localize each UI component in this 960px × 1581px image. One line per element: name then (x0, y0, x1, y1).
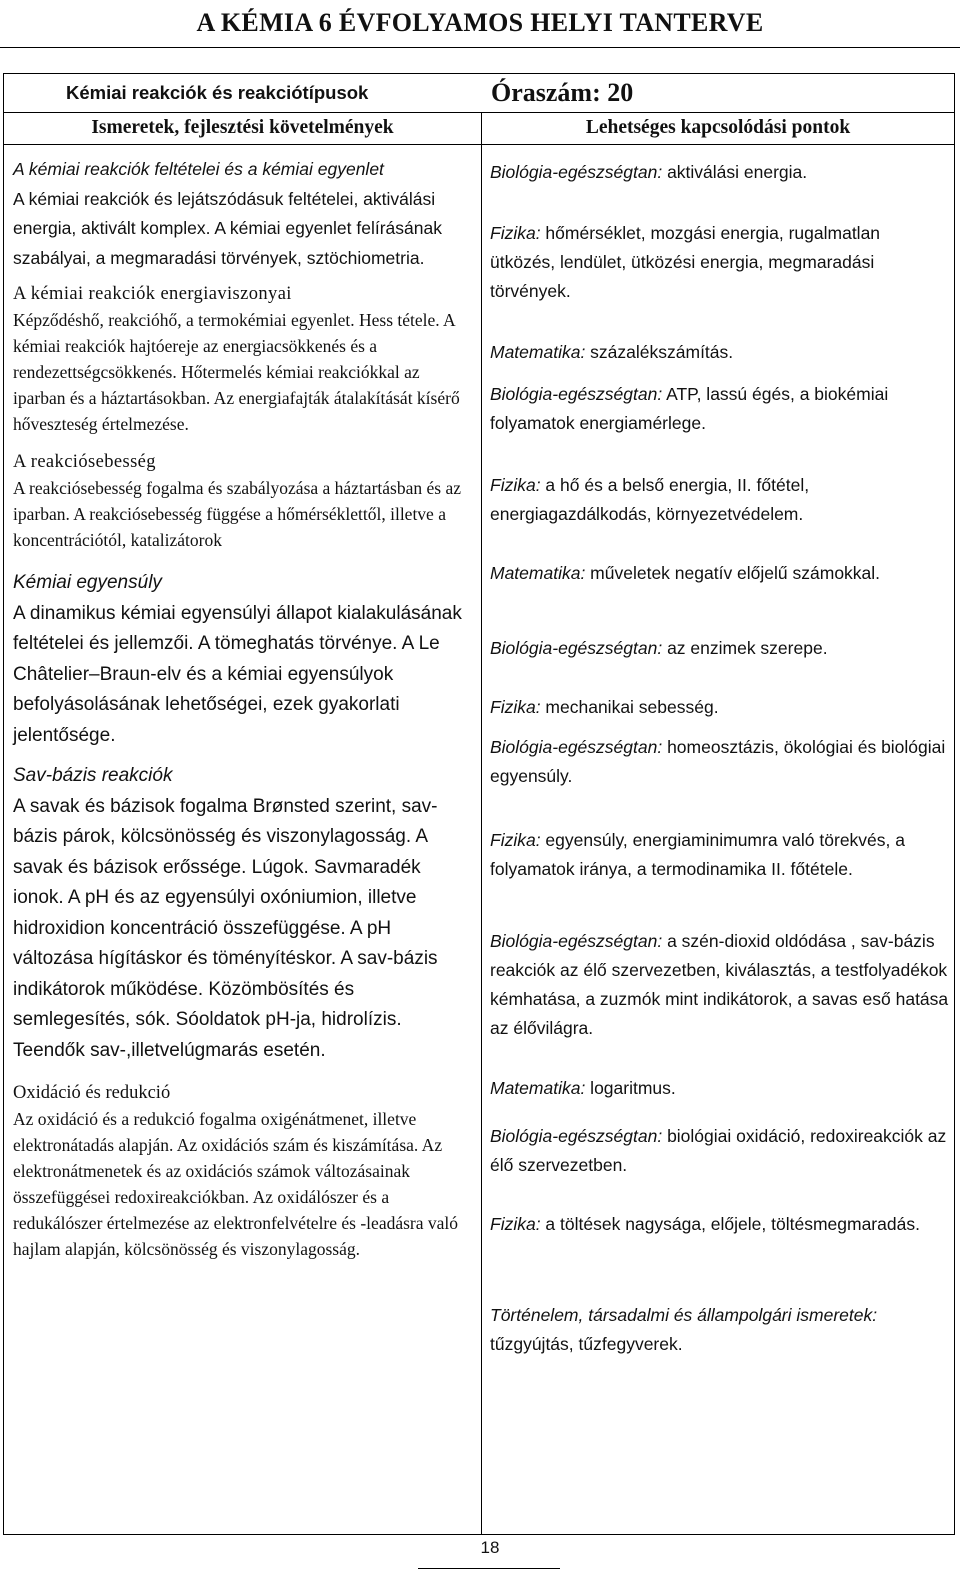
section-acid-base (13, 761, 475, 1066)
subject-label: Fizika: (490, 1214, 541, 1234)
section-text: A reakciósebesség fogalma és szabályozása a háztartásban és az iparban. A reakciósebesség függése a hőmérséklettől, illetve a koncentrációtól, katalizátorok (13, 478, 461, 550)
section-title: Kémiai egyensúly (13, 572, 162, 593)
connection-text: ATP, lassú égés, a biokémiai folyamatok energiamérlege. (490, 384, 889, 433)
connection-item (490, 826, 950, 884)
connection-item (490, 1074, 950, 1103)
subject-label: Történelem, társadalmi és állampolgári ismeretek: (490, 1305, 878, 1325)
column-divider (481, 112, 482, 1534)
connection-item (490, 338, 950, 367)
connection-item (490, 219, 950, 306)
subject-label: Matematika: (490, 1078, 586, 1098)
connection-text: logaritmus. (585, 1078, 676, 1098)
connection-item (490, 1210, 950, 1239)
curriculum-table (3, 73, 955, 1535)
connection-text: hőmérséklet, mozgási energia, rugalmatlan ütközés, lendület, ütközési energia, megmaradási törvények. (490, 223, 881, 301)
subject-label: Biológia-egészségtan: (490, 737, 663, 757)
connection-text: százalékszámítás. (585, 342, 734, 362)
section-energetics (13, 280, 475, 437)
connection-item (490, 693, 950, 722)
connection-item (490, 634, 950, 663)
section-reaction-conditions (13, 155, 475, 273)
connection-item (490, 559, 950, 588)
subject-label: Biológia-egészségtan: (490, 162, 663, 182)
section-redox (13, 1079, 475, 1262)
connection-text: egyensúly, energiaminimumra való törekvés, a folyamatok iránya, a termodinamika II. főtétele. (490, 830, 905, 879)
subject-label: Biológia-egészségtan: (490, 638, 663, 658)
section-text: Képződéshő, reakcióhő, a termokémiai egyenlet. Hess tétele. A kémiai reakciók hajtóereje az energiacsökkenés és a rendezettségcsökkenés. Hőtermelés kémiai reakciókkal az iparban és a háztartásokban. Az energiafajták átalakítását kísérő hőveszteség értelmezése. (13, 310, 460, 434)
section-text: Az oxidáció és a redukció fogalma oxigénátmenet, illetve elektronátadás alapján. Az oxidációs szám és kiszámítása. Az elektronátmenetek és az oxidációs számok változásainak összefüggései redoxireakciókban. Az oxidálószer és a redukálószer értelmezése az elektronfelvételre és -leadásra való hajlam alapján, kölcsönösség és viszonylagosság. (13, 1109, 459, 1259)
page-number: 18 (480, 1538, 500, 1557)
subject-label: Biológia-egészségtan: (490, 1126, 663, 1146)
section-title: A kémiai reakciók feltételei és a kémiai egyenlet (13, 159, 384, 179)
column-header-requirements: Ismeretek, fejlesztési követelmények (91, 117, 394, 138)
subject-label: Fizika: (490, 697, 541, 717)
section-title: Oxidáció és redukció (13, 1083, 171, 1103)
document-title: A KÉMIA 6 ÉVFOLYAMOS HELYI TANTERVE (0, 0, 960, 48)
connection-item (490, 471, 950, 529)
table-header-row (4, 112, 954, 145)
subject-label: Biológia-egészségtan: (490, 931, 663, 951)
subject-label: Matematika: (490, 342, 586, 362)
connection-item (490, 1301, 950, 1359)
connection-text: a töltések nagysága, előjele, töltésmegmaradás. (540, 1214, 920, 1234)
section-reaction-rate (13, 448, 475, 553)
topic-title: Kémiai reakciók és reakciótípusok (66, 82, 369, 103)
subject-label: Fizika: (490, 830, 541, 850)
subject-label: Fizika: (490, 223, 541, 243)
section-title: A kémiai reakciók energiaviszonyai (13, 284, 292, 304)
connection-item (490, 380, 950, 438)
subject-label: Biológia-egészségtan: (490, 384, 663, 404)
section-title: Sav-bázis reakciók (13, 765, 173, 786)
connection-item (490, 158, 950, 187)
section-text: A kémiai reakciók és lejátszódásuk feltételei, aktiválási energia, aktivált komplex. A kémiai egyenlet felírásának szabályai, a megmaradási törvények, sztöchiometria. (13, 188, 442, 268)
subject-label: Fizika: (490, 475, 541, 495)
connection-text: biológiai oxidáció, redoxireakciók az élő szervezetben. (490, 1126, 947, 1175)
connection-text: tűzgyújtás, tűzfegyverek. (490, 1334, 683, 1354)
footer-divider (418, 1568, 560, 1569)
section-title: A reakciósebesség (13, 452, 156, 472)
connection-item (490, 927, 950, 1043)
section-text: A savak és bázisok fogalma Brønsted szerint, sav-bázis párok, kölcsönösség és viszonylagosság. A savak és bázisok erőssége. Lúgok. Savmaradék ionok. A pH és az egyensúlyi oxóniumion, illetve hidroxidion koncentráció összefüggése. A pH változása hígításkor és töményítéskor. A sav-bázis indikátorok működése. Közömbösítés és semlegesítés, sók. Sóoldatok pH-ja, hidrolízis. Teendők sav-,illetvelúgmarás esetén. (13, 795, 438, 1061)
connection-text: mechanikai sebesség. (540, 697, 719, 717)
subject-label: Matematika: (490, 563, 586, 583)
connection-text: a szén-dioxid oldódása , sav-bázis reakciók az élő szervezetben, kiválasztás, a testfolyadékok kémhatása, a zuzmók mint indikátorok, a savas eső hatása az élővilágra. (490, 931, 949, 1038)
connection-text: az enzimek szerepe. (662, 638, 828, 658)
connection-item (490, 733, 950, 791)
connection-text: a hő és a belső energia, II. főtétel, energiagazdálkodás, környezetvédelem. (490, 475, 810, 524)
column-header-connections: Lehetséges kapcsolódási pontok (585, 117, 851, 138)
section-equilibrium (13, 568, 475, 751)
left-column (13, 155, 475, 1262)
connection-text: homeosztázis, ökológiai és biológiai egyensúly. (490, 737, 946, 786)
connection-text: műveletek negatív előjelű számokkal. (585, 563, 881, 583)
connection-item (490, 1122, 950, 1180)
table-title-row (4, 74, 954, 113)
section-text: A dinamikus kémiai egyensúlyi állapot kialakulásának feltételei és jellemzői. A tömeghatás törvénye. A Le Châtelier–Braun-elv és a kémiai egyensúlyok befolyásolásának lehetőségei, ezek gyakorlati jelentősége. (13, 602, 462, 746)
connection-text: aktiválási energia. (662, 162, 808, 182)
hours-label: Óraszám: 20 (491, 78, 634, 107)
